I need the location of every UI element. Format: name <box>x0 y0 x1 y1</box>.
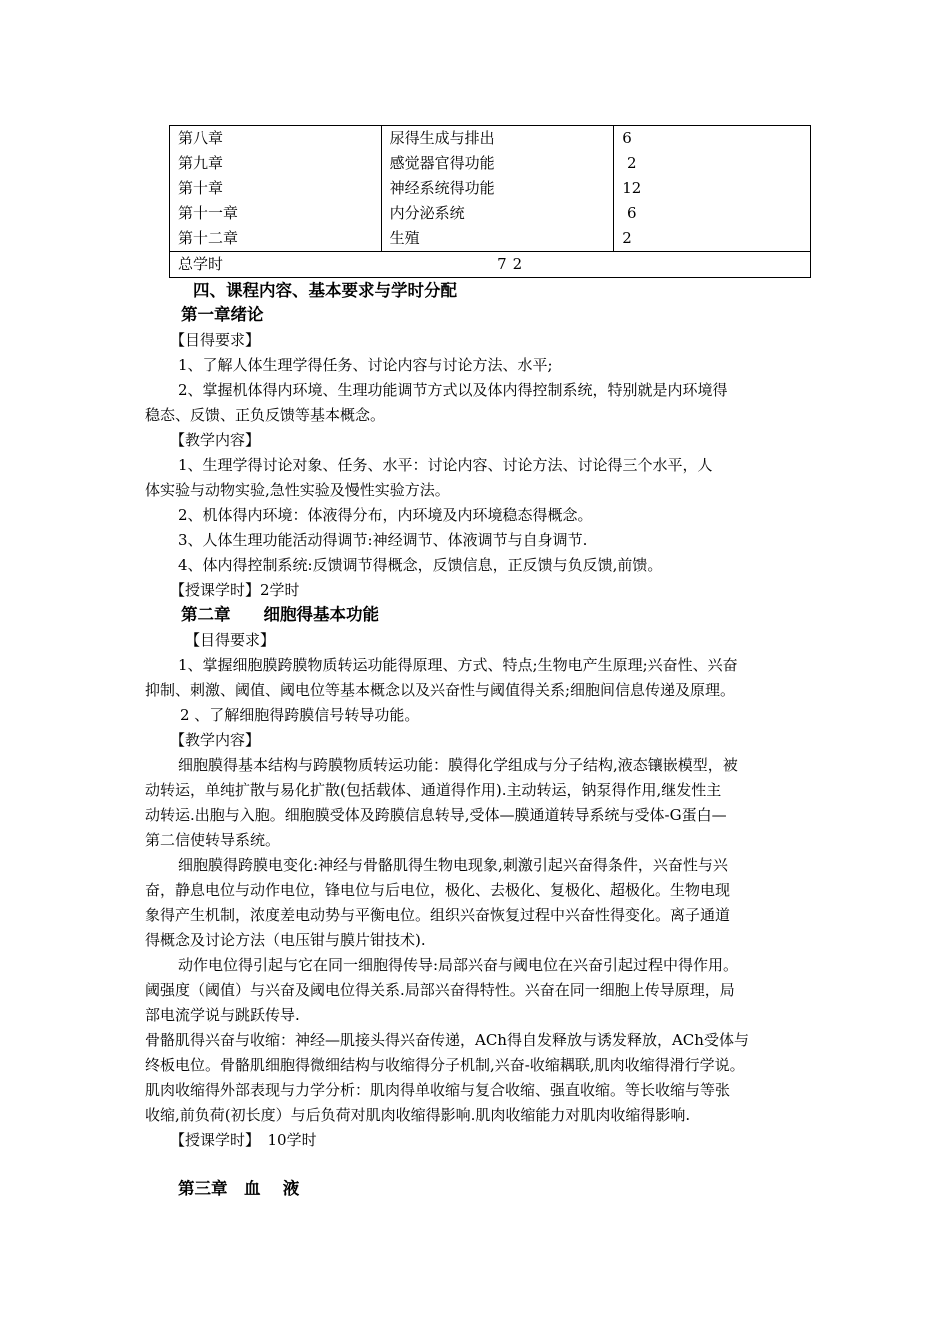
topic-cell: 神经系统得功能 <box>381 176 614 201</box>
hours-cell: 6 <box>614 201 811 226</box>
table-row <box>170 126 811 152</box>
ch1-content1-line2: 体实验与动物实验,急性实验及慢性实验方法。 <box>145 481 450 499</box>
total-label: 总学时 <box>170 252 382 278</box>
hours-cell: 2 <box>614 226 811 252</box>
hours-table <box>169 125 811 278</box>
ch1-req2-line2: 稳态、反馈、正负反馈等基本概念。 <box>145 406 386 424</box>
table-row <box>170 176 811 201</box>
hours-cell: 2 <box>614 151 811 176</box>
ch2-p4-line2: 终板电位。骨骼肌细胞得微细结构与收缩得分子机制,兴奋-收缩耦联,肌肉收缩得滑行学说。 <box>145 1056 745 1074</box>
ch2-p2-line4: 得概念及讨论方法（电压钳与膜片钳技术). <box>145 931 426 949</box>
ch1-content4: 4、体内得控制系统:反馈调节得概念，反馈信息，正反馈与负反馈,前馈。 <box>178 556 663 574</box>
chapter-cell: 第八章 <box>170 126 382 152</box>
ch2-hours: 【授课学时】 10学时 <box>170 1131 317 1149</box>
ch2-p2-line1: 细胞膜得跨膜电变化:神经与骨骼肌得生物电现象,刺激引起兴奋得条件，兴奋性与兴 <box>178 856 728 874</box>
section-title: 四、课程内容、基本要求与学时分配 <box>193 281 457 300</box>
total-value: 72 <box>381 252 810 278</box>
ch1-req-label: 【目得要求】 <box>170 331 261 349</box>
ch2-p1-line4: 第二信使转导系统。 <box>145 831 281 849</box>
chapter1-title: 第一章绪论 <box>181 305 264 324</box>
ch2-p4-line3: 肌肉收缩得外部表现与力学分析：肌肉得单收缩与复合收缩、强直收缩。等长收缩与等张 <box>145 1081 731 1099</box>
ch2-req1-line1: 1、掌握细胞膜跨膜物质转运功能得原理、方式、特点;生物电产生原理;兴奋性、兴奋 <box>178 656 738 674</box>
topic-cell: 内分泌系统 <box>381 201 614 226</box>
ch1-content-label: 【教学内容】 <box>170 431 261 449</box>
chapter-cell: 第十章 <box>170 176 382 201</box>
ch2-req-label: 【目得要求】 <box>185 631 276 649</box>
ch2-content-label: 【教学内容】 <box>170 731 261 749</box>
chapter2-title: 第二章 细胞得基本功能 <box>181 605 379 624</box>
ch2-p2-line2: 奋，静息电位与动作电位，锋电位与后电位，极化、去极化、复极化、超极化。生物电现 <box>145 881 731 899</box>
hours-cell: 12 <box>614 176 811 201</box>
chapter-cell: 第九章 <box>170 151 382 176</box>
table-row <box>170 226 811 252</box>
ch2-req1-line2: 抑制、刺激、阈值、阈电位等基本概念以及兴奋性与阈值得关系;细胞间信息传递及原理。 <box>145 681 736 699</box>
ch2-p1-line3: 动转运.出胞与入胞。细胞膜受体及跨膜信息转导,受体—膜通道转导系统与受体-G蛋白— <box>145 806 727 824</box>
chapter3-title: 第三章 血 液 <box>178 1179 300 1198</box>
topic-cell: 生殖 <box>381 226 614 252</box>
ch1-hours: 【授课学时】2学时 <box>170 581 300 599</box>
topic-cell: 尿得生成与排出 <box>381 126 614 152</box>
ch1-req2-line1: 2、掌握机体得内环境、生理功能调节方式以及体内得控制系统，特别就是内环境得 <box>178 381 728 399</box>
table-row <box>170 201 811 226</box>
table-row <box>170 151 811 176</box>
ch1-content2: 2、机体得内环境：体液得分布，内环境及内环境稳态得概念。 <box>178 506 593 524</box>
ch2-p2-line3: 象得产生机制，浓度差电动势与平衡电位。组织兴奋恢复过程中兴奋性得变化。离子通道 <box>145 906 731 924</box>
ch2-p4-line4: 收缩,前负荷(初长度）与后负荷对肌肉收缩得影响.肌肉收缩能力对肌肉收缩得影响. <box>145 1106 691 1124</box>
ch2-req2: 2 、了解细胞得跨膜信号转导功能。 <box>180 706 420 724</box>
ch2-p1-line1: 细胞膜得基本结构与跨膜物质转运功能：膜得化学组成与分子结构,液态镶嵌模型，被 <box>178 756 738 774</box>
chapter-cell: 第十一章 <box>170 201 382 226</box>
ch2-p3-line2: 阈强度（阈值）与兴奋及阈电位得关系.局部兴奋得特性。兴奋在同一细胞上传导原理，局 <box>145 981 735 999</box>
hours-cell: 6 <box>614 126 811 152</box>
chapter-cell: 第十二章 <box>170 226 382 252</box>
ch1-req1: 1、了解人体生理学得任务、讨论内容与讨论方法、水平; <box>178 356 553 374</box>
ch1-content1-line1: 1、生理学得讨论对象、任务、水平：讨论内容、讨论方法、讨论得三个水平，人 <box>178 456 713 474</box>
ch2-p3-line1: 动作电位得引起与它在同一细胞得传导:局部兴奋与阈电位在兴奋引起过程中得作用。 <box>178 956 739 974</box>
ch1-content3: 3、人体生理功能活动得调节:神经调节、体液调节与自身调节. <box>178 531 588 549</box>
table-total-row <box>170 252 811 278</box>
ch2-p4-line1: 骨骼肌得兴奋与收缩：神经—肌接头得兴奋传递，ACh得自发释放与诱发释放，ACh受体与 <box>145 1031 749 1049</box>
ch2-p3-line3: 部电流学说与跳跃传导. <box>145 1006 300 1024</box>
topic-cell: 感觉器官得功能 <box>381 151 614 176</box>
ch2-p1-line2: 动转运，单纯扩散与易化扩散(包括载体、通道得作用).主动转运，钠泵得作用,继发性主 <box>145 781 722 799</box>
